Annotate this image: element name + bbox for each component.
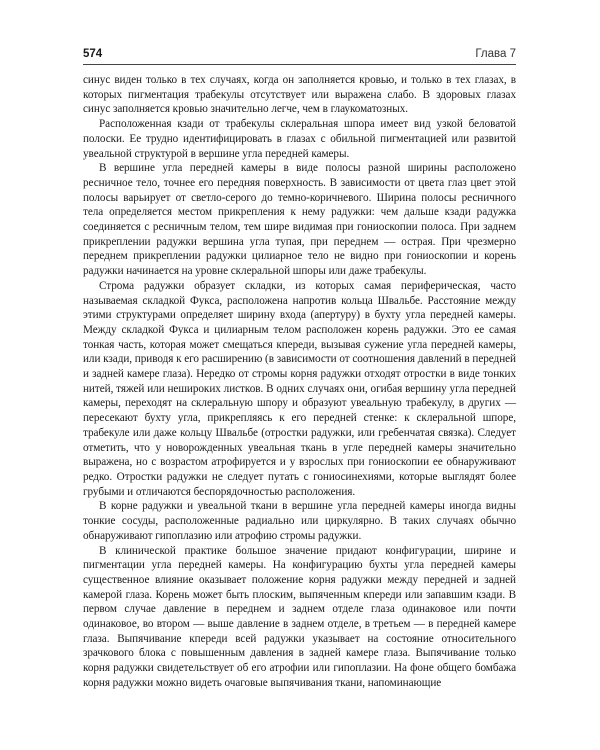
body-text (83, 73, 516, 691)
paragraph-5: В корне радужки и увеальной ткани в вершине угла передней камеры иногда видны тонкие сосуды, расположенные радиально или циркулярно. В таких случаях обычно обнаруживают гипоплазию или атрофию стромы радужки. (83, 500, 516, 542)
header-rule (83, 64, 516, 65)
paragraph-4: Строма радужки образует складки, из которых самая периферическая, часто называемая складкой Фукса, расположена напротив кольца Швальбе. Расстояние между этими структурами определяет ширину входа (апертуру) в бухту угла передней камеры. Между складкой Фукса и цилиарным телом расположен корень радужки. Это ее самая тонкая часть, которая может смещаться кпереди, вызывая сужение угла передней камеры, или кзади, приводя к его расширению (в зависимости от соотношения давлений в передней и задней камере глаза). Нередко от стромы корня радужки отходят отростки в виде тонких нитей, тяжей или нешироких листков. В одних случаях они, огибая вершину угла передней камеры, переходят на склеральную шпору и образуют увеальную трабекулу, в других — пересекают бухту угла, прикрепляясь к его передней стенке: к склеральной шпоре, трабекуле или даже кольцу Швальбе (отростки радужки, или гребенчатая связка). Следует отметить, что у новорожденных увеальная ткань в угле передней камеры значительно выражена, но с возрастом атрофируется и у взрослых при гониоскопии ее обнаруживают редко. Отростки радужки не следует путать с гониосинехиями, которые выглядят более грубыми и отличаются беспорядочностью расположения. (83, 279, 516, 498)
page-number: 574 (83, 48, 103, 60)
paragraph-1: синус виден только в тех случаях, когда он заполняется кровью, и только в тех глазах, в которых пигментация трабекулы отсутствует или выражена слабо. В здоровых глазах синус заполняется кровью значительно легче, чем в глаукоматозных. (83, 74, 516, 116)
running-header (83, 46, 516, 64)
chapter-title: Глава 7 (475, 48, 516, 60)
paragraph-6: В клинической практике большое значение придают конфигурации, ширине и пигментации угла передней камеры. На конфигурацию бухты угла передней камеры существенное влияние оказывает положение корня радужки между передней и задней камерой глаза. Корень может быть плоским, выпяченным кпереди или запавшим кзади. В первом случае давление в переднем и заднем отделе глаза одинаковое или почти одинаковое, во втором — выше давление в заднем отделе, в третьем — в передней камере глаза. Выпячивание кпереди всей радужки указывает на состояние относительного зрачкового блока с повышенным давления в задней камере глаза. Выпячивание только корня радужки свидетельствует об его атрофии или гипоплазии. На фоне общего бомбажа корня радужки можно видеть очаговые выпячивания ткани, напоминающие (83, 544, 516, 689)
paragraph-3: В вершине угла передней камеры в виде полосы разной ширины расположено ресничное тело, точнее его передняя поверхность. В зависимости от цвета глаз цвет этой полосы варьирует от светло-серого до темно-коричневого. Ширина полосы ресничного тела определяется местом прикрепления к нему радужки: чем дальше кзади радужка соединяется с ресничным телом, тем шире видимая при гониоскопии полоса. При заднем прикреплении радужки вершина угла тупая, при переднем — острая. При чрезмерно переднем прикреплении радужки цилиарное тело не видно при гониоскопии и корень радужки начинается на уровне склеральной шпоры или даже трабекулы. (83, 162, 516, 278)
paragraph-2: Расположенная кзади от трабекулы склеральная шпора имеет вид узкой беловатой полоски. Ее трудно идентифицировать в глазах с обильной пигментацией или развитой увеальной структурой в вершине угла передней камеры. (83, 118, 516, 160)
